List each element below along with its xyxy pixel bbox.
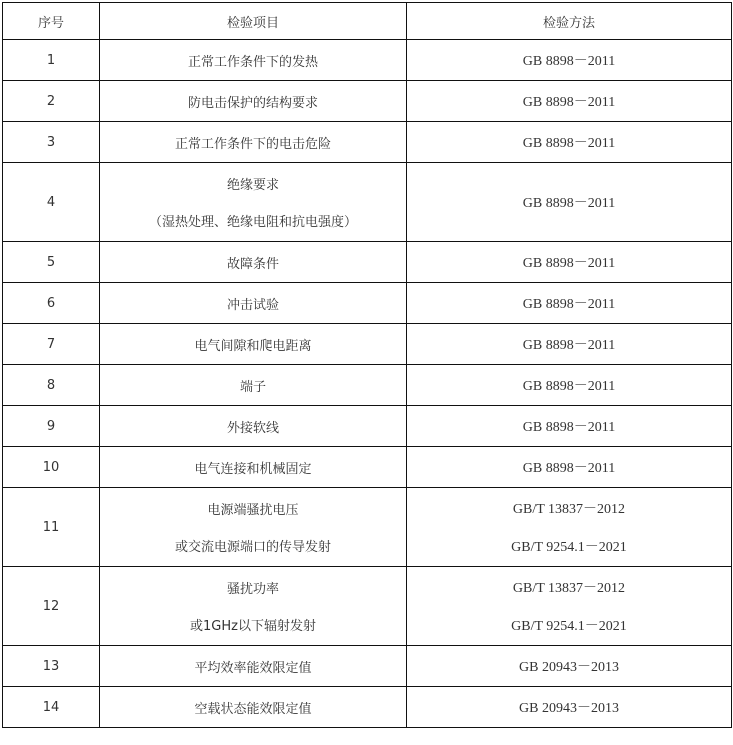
serial-number-cell: 10 bbox=[3, 447, 100, 488]
inspection-method-text: GB/T 9254.1－2021 bbox=[511, 540, 627, 555]
inspection-item-cell bbox=[100, 242, 407, 283]
inspection-method-text: GB/T 9254.1－2021 bbox=[511, 619, 627, 634]
serial-number-cell: 6 bbox=[3, 283, 100, 324]
inspection-method-cell bbox=[407, 447, 732, 488]
inspection-method-cell bbox=[407, 163, 732, 242]
serial-number-cell: 12 bbox=[3, 567, 100, 646]
serial-number-cell: 9 bbox=[3, 406, 100, 447]
inspection-item-text: （湿热处理、绝缘电阻和抗电强度） bbox=[148, 215, 357, 230]
inspection-item-cell bbox=[100, 488, 407, 567]
inspection-method-text: GB 20943－2013 bbox=[519, 701, 619, 716]
inspection-item-cell bbox=[100, 365, 407, 406]
inspection-method-text: GB 8898－2011 bbox=[522, 461, 616, 476]
inspection-item-text: 电气间隙和爬电距离 bbox=[194, 338, 312, 354]
serial-number-cell: 13 bbox=[3, 646, 100, 687]
inspection-item-cell bbox=[100, 406, 407, 447]
inspection-method-cell bbox=[407, 40, 732, 81]
inspection-method-text: GB 20943－2013 bbox=[519, 660, 619, 675]
inspection-method-text: GB/T 13837－2012 bbox=[512, 502, 626, 517]
table-body bbox=[3, 40, 732, 728]
inspection-item-text: 电气连接和机械固定 bbox=[194, 461, 312, 477]
inspection-item-text: 或交流电源端口的传导发射 bbox=[174, 540, 331, 555]
inspection-method-text: GB 8898－2011 bbox=[522, 196, 616, 211]
inspection-method-text: GB 8898－2011 bbox=[522, 256, 616, 271]
inspection-item-cell bbox=[100, 283, 407, 324]
inspection-method-cell bbox=[407, 81, 732, 122]
inspection-item-text: 平均效率能效限定值 bbox=[194, 660, 312, 676]
header-inspection-method: 检验方法 bbox=[407, 3, 732, 40]
inspection-method-text: GB 8898－2011 bbox=[522, 95, 616, 110]
serial-number-cell: 7 bbox=[3, 324, 100, 365]
inspection-method-cell bbox=[407, 242, 732, 283]
inspection-item-text: 端子 bbox=[239, 379, 266, 395]
table-row bbox=[3, 447, 732, 488]
table-row bbox=[3, 567, 732, 646]
table-row bbox=[3, 406, 732, 447]
inspection-item-text: 冲击试验 bbox=[226, 297, 279, 313]
header-row bbox=[3, 3, 732, 40]
inspection-table bbox=[2, 2, 732, 728]
inspection-method-cell bbox=[407, 646, 732, 687]
serial-number-cell: 14 bbox=[3, 687, 100, 728]
inspection-item-text: 防电击保护的结构要求 bbox=[187, 95, 318, 111]
inspection-method-text: GB 8898－2011 bbox=[522, 420, 616, 435]
inspection-item-text: 空载状态能效限定值 bbox=[194, 701, 312, 717]
inspection-method-text: GB 8898－2011 bbox=[522, 136, 616, 151]
serial-number-cell: 4 bbox=[3, 163, 100, 242]
inspection-item-cell bbox=[100, 40, 407, 81]
inspection-item-cell bbox=[100, 324, 407, 365]
table-row bbox=[3, 283, 732, 324]
inspection-item-text: 故障条件 bbox=[226, 256, 279, 272]
table-row bbox=[3, 646, 732, 687]
serial-number-cell: 11 bbox=[3, 488, 100, 567]
inspection-item-text: 绝缘要求 bbox=[226, 178, 279, 193]
inspection-item-cell bbox=[100, 81, 407, 122]
serial-number-cell: 1 bbox=[3, 40, 100, 81]
inspection-method-cell bbox=[407, 324, 732, 365]
inspection-method-cell bbox=[407, 365, 732, 406]
inspection-item-text: 正常工作条件下的发热 bbox=[187, 54, 318, 70]
inspection-method-text: GB 8898－2011 bbox=[522, 54, 616, 69]
table-row bbox=[3, 81, 732, 122]
table-row bbox=[3, 122, 732, 163]
inspection-item-text: 或1GHz以下辐射发射 bbox=[190, 619, 316, 634]
inspection-item-text: 电源端骚扰电压 bbox=[207, 503, 299, 518]
header-inspection-item: 检验项目 bbox=[100, 3, 407, 40]
inspection-item-cell bbox=[100, 122, 407, 163]
inspection-item-text: 外接软线 bbox=[226, 420, 279, 436]
serial-number-cell: 3 bbox=[3, 122, 100, 163]
inspection-item-text: 骚扰功率 bbox=[226, 582, 279, 597]
inspection-method-cell bbox=[407, 687, 732, 728]
inspection-method-cell bbox=[407, 488, 732, 567]
table-row bbox=[3, 324, 732, 365]
inspection-method-cell bbox=[407, 567, 732, 646]
inspection-item-cell bbox=[100, 447, 407, 488]
inspection-item-cell bbox=[100, 567, 407, 646]
inspection-method-text: GB 8898－2011 bbox=[522, 297, 616, 312]
table-row bbox=[3, 687, 732, 728]
inspection-item-cell bbox=[100, 687, 407, 728]
inspection-method-cell bbox=[407, 283, 732, 324]
inspection-method-cell bbox=[407, 122, 732, 163]
table-row bbox=[3, 163, 732, 242]
serial-number-cell: 2 bbox=[3, 81, 100, 122]
inspection-method-cell bbox=[407, 406, 732, 447]
inspection-item-cell bbox=[100, 163, 407, 242]
inspection-item-cell bbox=[100, 646, 407, 687]
inspection-method-text: GB 8898－2011 bbox=[522, 338, 616, 353]
table-row bbox=[3, 242, 732, 283]
table-row bbox=[3, 488, 732, 567]
inspection-item-text: 正常工作条件下的电击危险 bbox=[174, 136, 331, 152]
serial-number-cell: 8 bbox=[3, 365, 100, 406]
table-row bbox=[3, 365, 732, 406]
inspection-method-text: GB 8898－2011 bbox=[522, 379, 616, 394]
header-serial-no: 序号 bbox=[3, 3, 100, 40]
table-row bbox=[3, 40, 732, 81]
serial-number-cell: 5 bbox=[3, 242, 100, 283]
inspection-method-text: GB/T 13837－2012 bbox=[512, 581, 626, 596]
